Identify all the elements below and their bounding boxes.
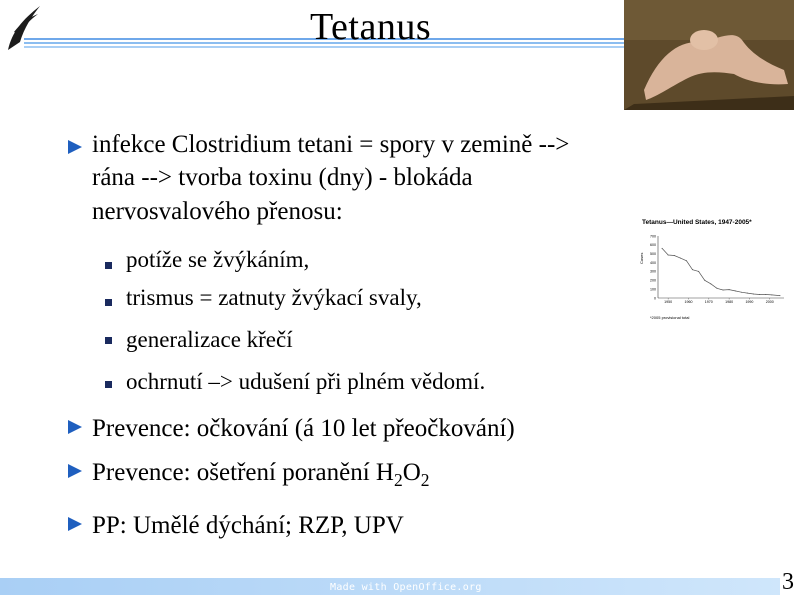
chart-point xyxy=(680,258,681,259)
chart-point xyxy=(765,294,766,295)
chart-point xyxy=(779,295,780,296)
chart-x-tick-label: 2000 xyxy=(765,300,774,304)
chart-point xyxy=(674,255,675,256)
sub-bullet-square-icon xyxy=(105,299,112,306)
chart-x-tick-label: 1990 xyxy=(745,300,754,304)
tetanus-cases-chart xyxy=(634,214,790,322)
chart-y-tick-label: 200 xyxy=(650,278,656,283)
opisthotonus-painting-image xyxy=(624,0,794,110)
sub-bullet-square-icon xyxy=(105,381,112,388)
footer-credit: Made with OpenOffice.org xyxy=(330,582,482,593)
chart-point xyxy=(662,248,663,249)
bullet-arrow-icon xyxy=(68,140,82,154)
chart-ylabel: Cases xyxy=(639,252,644,264)
chart-point xyxy=(723,290,724,291)
chart-point xyxy=(704,280,705,281)
chart-x-tick-label: 1970 xyxy=(704,300,713,304)
chart-y-tick-label: 600 xyxy=(650,243,656,248)
sub-bullet-text: trismus = zatnuty žvýkací svaly, xyxy=(126,285,422,310)
chart-y-tick-label: 300 xyxy=(650,269,656,274)
chart-y-tick-label: 400 xyxy=(650,260,656,265)
bullet-line: infekce Clostridium tetani = spory v zemině --> xyxy=(92,131,570,158)
chart-point xyxy=(692,269,693,270)
chart-point xyxy=(747,293,748,294)
chart-point xyxy=(741,292,742,293)
chart-x-tick-label: 1960 xyxy=(684,300,693,304)
chart-x-tick-label: 1980 xyxy=(725,300,734,304)
chart-title: Tetanus—United States, 1947-2005* xyxy=(642,219,752,226)
chart-y-tick-label: 100 xyxy=(650,287,656,292)
prevention-vaccination-text: Prevence: očkování (á 10 let přeočkování) xyxy=(92,415,515,442)
sub-bullet-text: potíže se žvýkáním, xyxy=(126,247,310,272)
sub-bullet-text: ochrnutí –> udušení při plném vědomí. xyxy=(126,369,486,394)
chart-y-tick-label: 700 xyxy=(650,234,656,239)
sub-bullet-text: generalizace křečí xyxy=(126,327,293,352)
chart-point xyxy=(729,289,730,290)
first-aid-text: PP: Umělé dýchání; RZP, UPV xyxy=(92,512,404,539)
chart-series-line xyxy=(662,248,780,295)
bullet-line: nervosvalového přenosu: xyxy=(92,198,343,225)
chart-y-tick-label: 0 xyxy=(654,296,656,301)
chart-footnote: *2005 provisional total xyxy=(650,315,690,320)
prevention-wound-text: Prevence: ošetření poranění $H_2O_2$ xyxy=(92,459,430,491)
chart-point xyxy=(735,290,736,291)
bullet-arrow-icon xyxy=(68,464,82,478)
slide-title: Tetanus xyxy=(310,6,432,48)
sub-bullet-square-icon xyxy=(105,262,112,269)
sub-bullet-square-icon xyxy=(105,337,112,344)
chart-point xyxy=(771,294,772,295)
chart-point xyxy=(698,271,699,272)
chart-point xyxy=(710,283,711,284)
chart-x-tick-label: 1950 xyxy=(664,300,673,304)
chart-point xyxy=(753,294,754,295)
chart-point xyxy=(668,254,669,255)
bullet-line: rána --> tvorba toxinu (dny) - blokáda xyxy=(92,164,473,191)
page-number: 3 xyxy=(782,569,794,595)
chart-point xyxy=(759,294,760,295)
chart-point xyxy=(686,260,687,261)
bullet-arrow-icon xyxy=(68,517,82,531)
chart-y-tick-label: 500 xyxy=(650,252,656,257)
bullet-arrow-icon xyxy=(68,420,82,434)
chart-point xyxy=(716,288,717,289)
